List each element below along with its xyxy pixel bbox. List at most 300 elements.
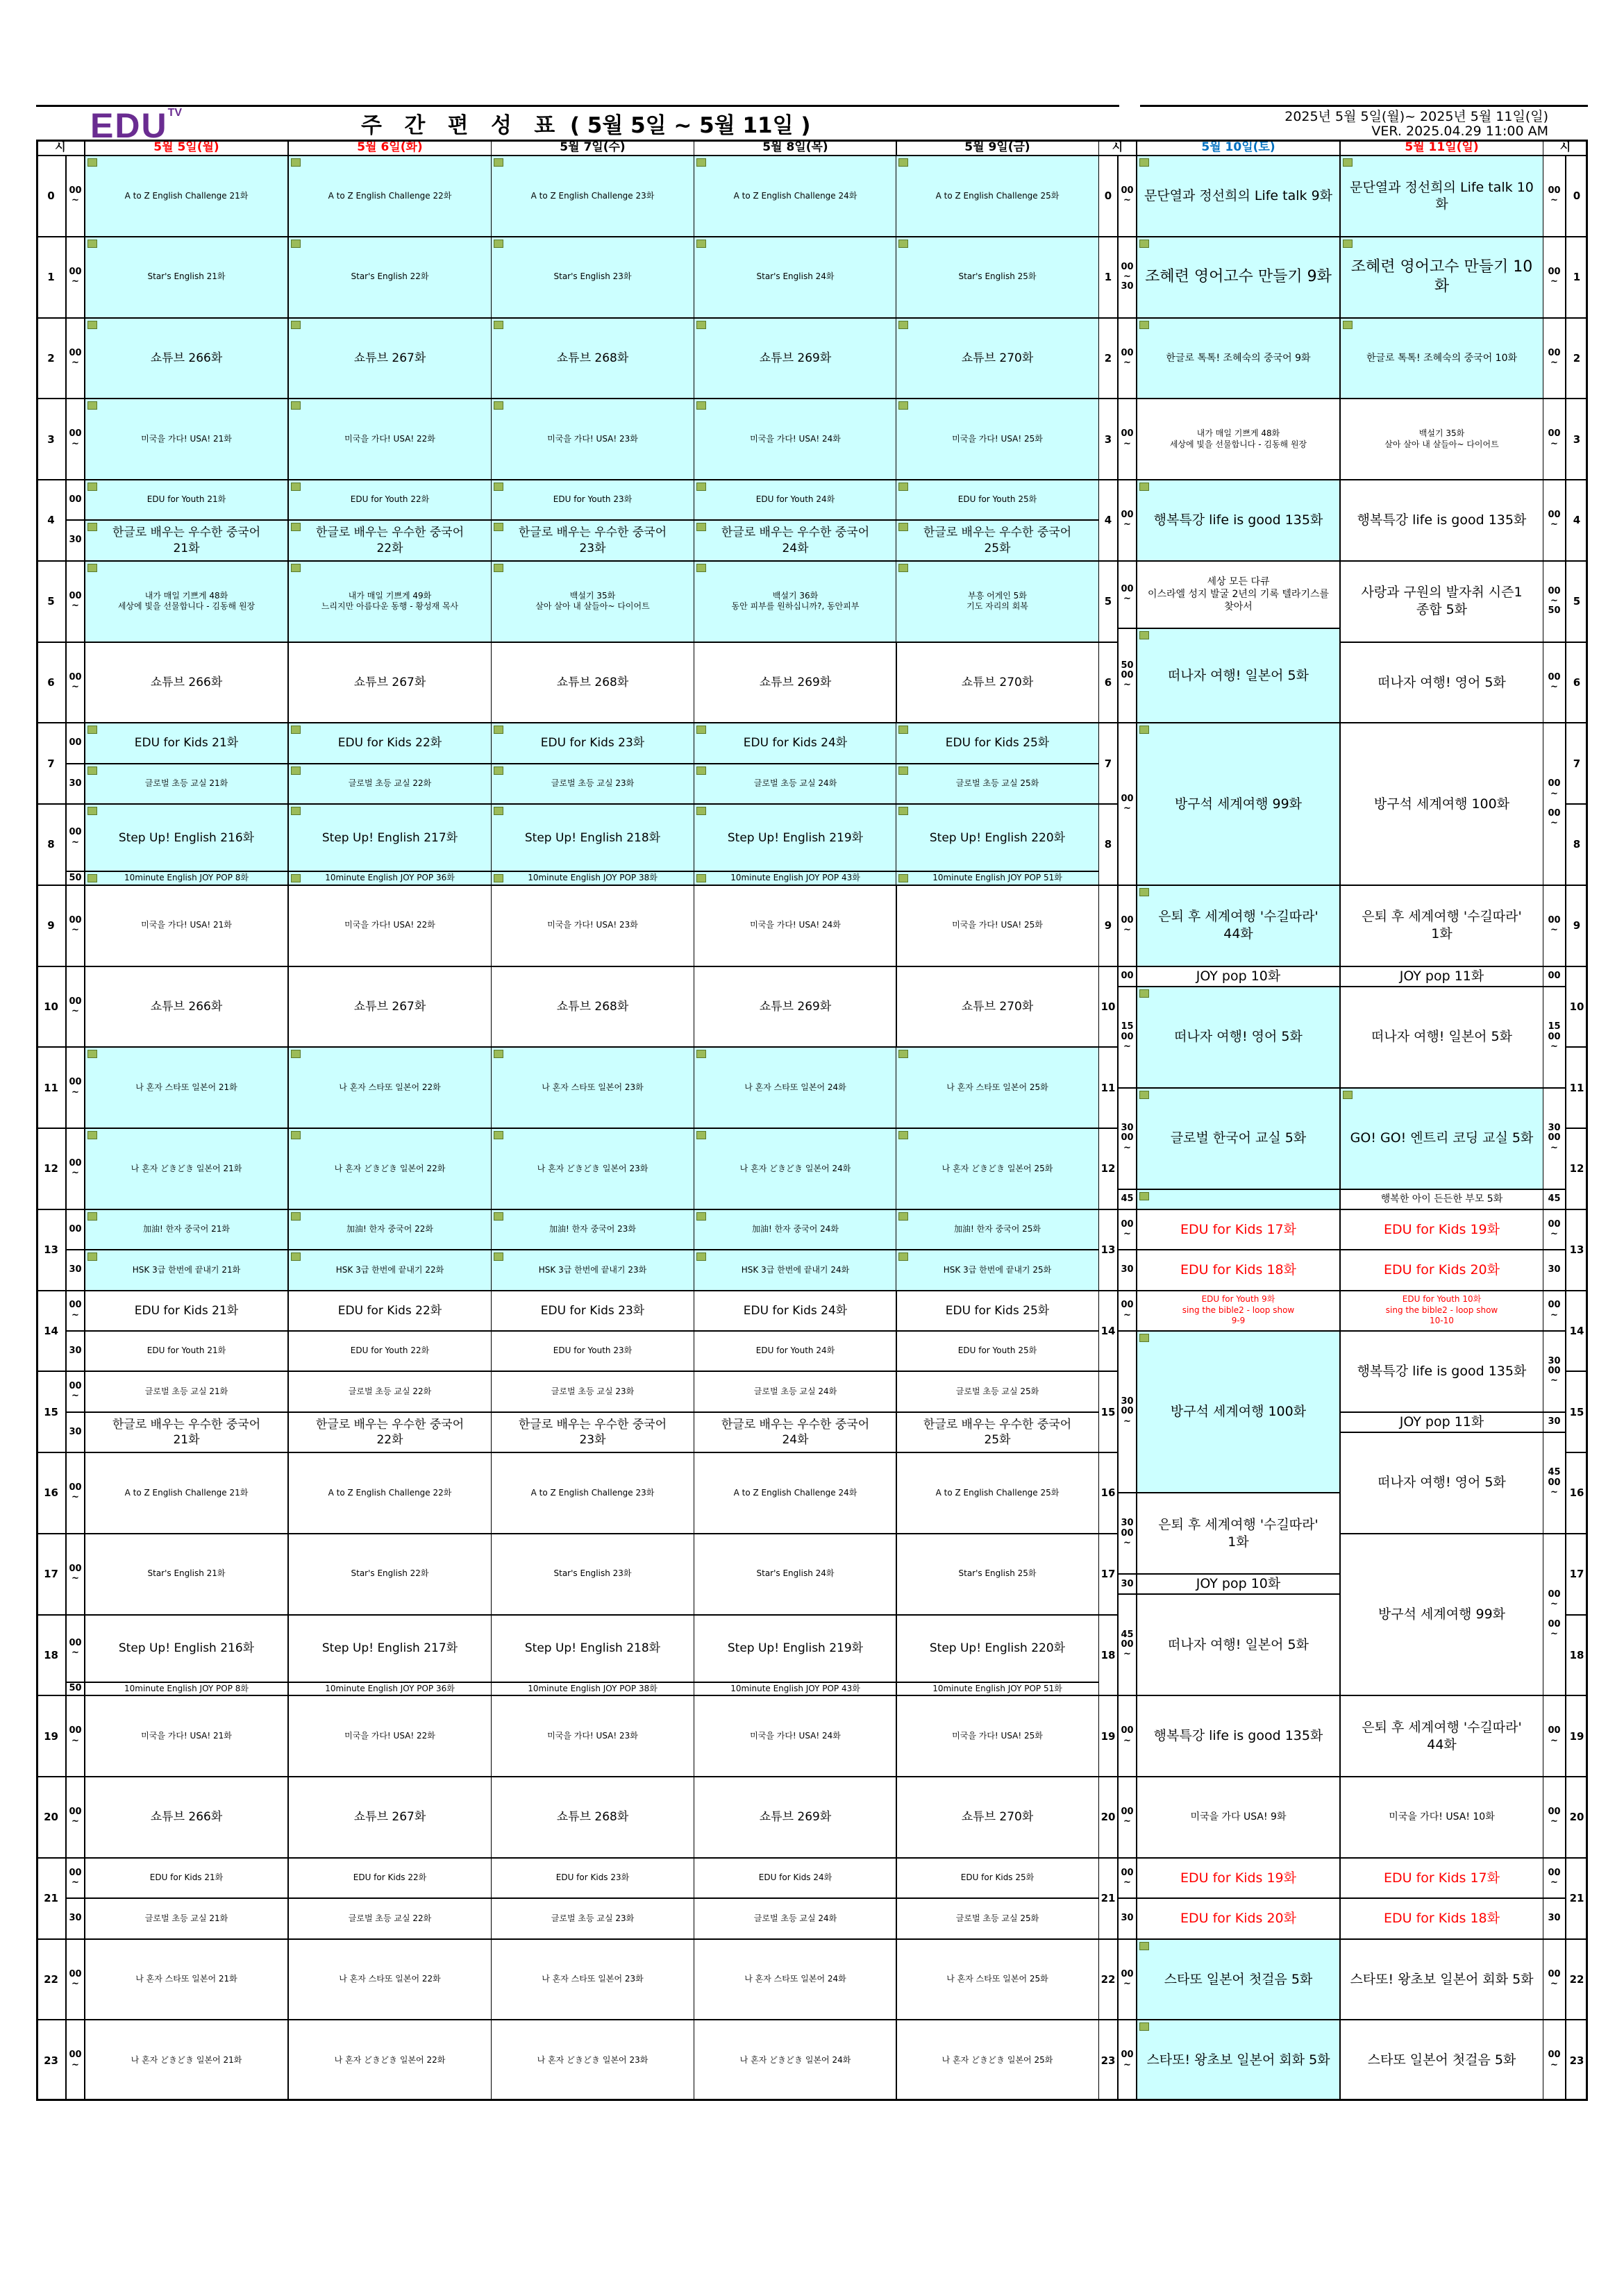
program-cell: HSK 3급 한번에 끝내기 23화: [491, 1250, 694, 1290]
program-cell: 쇼튜브 266화: [85, 318, 288, 399]
minute-label: 00 ~: [66, 1858, 85, 1898]
program-cell: 부흥 어게인 5화 기도 자리의 회복: [896, 561, 1099, 642]
hour-label: 11: [1098, 1047, 1118, 1128]
minute-label: 00 ~: [66, 1939, 85, 2020]
hour-label: 15: [36, 1371, 66, 1452]
hour-label: 3: [1098, 399, 1118, 480]
hour-label: 18: [36, 1615, 66, 1696]
program-cell: Star's English 24화: [694, 237, 897, 318]
minute-label: 00 ~: [1118, 561, 1137, 628]
program-cell: 미국을 가다! USA! 25화: [896, 885, 1099, 966]
minute-label: 00 ~: [1118, 399, 1137, 480]
program-cell: 나 혼자 스타또 일본어 25화: [896, 1939, 1099, 2020]
minute-label: 00 ~: [1543, 1939, 1566, 2020]
program-cell: EDU for Kids 25화: [896, 1291, 1099, 1331]
minute-label: 30: [66, 1250, 85, 1290]
program-cell: EDU for Youth 23화: [491, 480, 694, 520]
minute-label: 00 ~: [1118, 1939, 1137, 2020]
program-cell: EDU for Kids 24화: [694, 1858, 897, 1898]
hour-label: 1: [1098, 237, 1118, 318]
hour-label: 3: [1566, 399, 1588, 480]
program-cell: 미국을 가다! USA! 25화: [896, 1695, 1099, 1777]
program-cell: 미국을 가다 USA! 9화: [1137, 1777, 1340, 1858]
program-cell: EDU for Youth 23화: [491, 1331, 694, 1371]
hour-label: 17: [1566, 1534, 1588, 1615]
minute-label: 30: [66, 1898, 85, 1938]
program-cell: 백설기 36화 동안 피부를 원하십니까?, 동안피부: [694, 561, 897, 642]
program-cell: 미국을 가다! USA! 21화: [85, 885, 288, 966]
program-cell: 방구석 세계여행 99화: [1340, 1534, 1543, 1696]
logo: [90, 106, 182, 144]
hour-label: 14: [1098, 1291, 1118, 1372]
program-cell: 행복특강 life is good 135화: [1137, 1695, 1340, 1777]
program-cell: 떠나자 여행! 일본어 5화: [1137, 628, 1340, 723]
program-cell: 스타또! 왕초보 일본어 회화 5화: [1137, 2020, 1340, 2101]
program-cell: EDU for Youth 22화: [288, 1331, 492, 1371]
hour-label: 9: [36, 885, 66, 966]
program-cell: 세상 모든 다큐 이스라엘 성지 발굴 2년의 기록 텔라기스를 찾아서: [1137, 561, 1340, 628]
hour-label: 8: [1566, 804, 1588, 885]
program-cell: EDU for Youth 24화: [694, 480, 897, 520]
hour-label: 4: [1566, 480, 1588, 561]
minute-label: 00: [66, 480, 85, 520]
hour-label: 16: [1098, 1452, 1118, 1534]
program-cell: EDU for Kids 24화: [694, 1291, 897, 1331]
program-cell: 미국을 가다! USA! 23화: [491, 1695, 694, 1777]
hour-label: 19: [1098, 1695, 1118, 1777]
program-cell: 나 혼자 どきどき 일본어 23화: [491, 1128, 694, 1209]
minute-label: 00 ~: [66, 804, 85, 871]
program-cell: 떠나자 여행! 일본어 5화: [1137, 1594, 1340, 1695]
program-cell: 한글로 배우는 우수한 중국어 25화: [896, 1412, 1099, 1452]
minute-label: 00 ~ 00 ~: [1543, 723, 1566, 885]
hour-label: 6: [1098, 642, 1118, 723]
hour-label: 7: [36, 723, 66, 804]
hour-label: 18: [1566, 1615, 1588, 1696]
minute-label: 00 ~: [1543, 1209, 1566, 1250]
program-cell: Star's English 24화: [694, 1534, 897, 1615]
hour-label: 19: [1566, 1695, 1588, 1777]
program-cell: 미국을 가다! USA! 24화: [694, 1695, 897, 1777]
minute-label: 00 ~: [1543, 480, 1566, 561]
hour-label: 11: [1566, 1047, 1588, 1128]
program-cell: 나 혼자 どきどき 일본어 25화: [896, 1128, 1099, 1209]
program-cell: 쇼튜브 268화: [491, 318, 694, 399]
program-cell: 加油! 한자 중국어 23화: [491, 1209, 694, 1250]
minute-label: 45: [1543, 1189, 1566, 1209]
program-cell: EDU for Youth 9화 sing the bible2 - loop show 9-9: [1137, 1291, 1340, 1331]
minute-label: 50: [66, 871, 85, 885]
hour-label: 1: [36, 237, 66, 318]
hour-label: 13: [1566, 1209, 1588, 1291]
program-cell: EDU for Kids 25화: [896, 1858, 1099, 1898]
program-cell: 방구석 세계여행 100화: [1137, 1331, 1340, 1493]
minute-label: 00 ~: [1543, 1291, 1566, 1331]
minute-label: 00 ~: [66, 642, 85, 723]
program-cell: Step Up! English 217화: [288, 1615, 492, 1682]
day-header: 5월 6일(화): [288, 140, 492, 156]
logo-text: EDU: [90, 106, 168, 145]
program-cell: A to Z English Challenge 21화: [85, 1452, 288, 1534]
program-cell: 加油! 한자 중국어 22화: [288, 1209, 492, 1250]
minute-label: 00 ~: [66, 1695, 85, 1777]
hour-label: 10: [1566, 966, 1588, 1048]
minute-label: 00 ~: [1118, 1695, 1137, 1777]
program-cell: 글로벌 초등 교실 24화: [694, 1371, 897, 1411]
program-cell: HSK 3급 한번에 끝내기 24화: [694, 1250, 897, 1290]
hour-label: 20: [1566, 1777, 1588, 1858]
hour-label: 21: [1566, 1858, 1588, 1939]
minute-label: 50: [66, 1682, 85, 1695]
hour-label: 21: [36, 1858, 66, 1939]
program-cell: 미국을 가다! USA! 22화: [288, 399, 492, 480]
minute-label: 00 ~: [1543, 1695, 1566, 1777]
minute-label: 00 ~: [1543, 1858, 1566, 1898]
minute-label: 00 ~: [1543, 885, 1566, 966]
program-cell: EDU for Kids 19화: [1137, 1858, 1340, 1898]
program-cell: 미국을 가다! USA! 21화: [85, 399, 288, 480]
hour-label: 10: [1098, 966, 1118, 1048]
minute-label: 15 00 ~: [1543, 987, 1566, 1088]
minute-label: 00 ~: [1118, 1858, 1137, 1898]
program-cell: EDU for Kids 21화: [85, 1291, 288, 1331]
program-cell: A to Z English Challenge 25화: [896, 1452, 1099, 1534]
minute-label: 00 ~: [1118, 885, 1137, 966]
hour-label: 8: [36, 804, 66, 885]
program-cell: EDU for Youth 21화: [85, 480, 288, 520]
minute-label: 00 ~: [66, 1777, 85, 1858]
minute-label: 00 ~: [66, 1534, 85, 1615]
hour-label: 14: [1566, 1291, 1588, 1372]
program-cell: 내가 매일 기쁘게 48화 세상에 빛을 선물합니다 - 김동해 원장: [1137, 399, 1340, 480]
program-cell: 떠나자 여행! 영어 5화: [1340, 1432, 1543, 1534]
minute-label: 00 ~: [66, 2020, 85, 2101]
minute-label: 30: [1543, 1412, 1566, 1432]
minute-label: 45 00 ~: [1543, 1432, 1566, 1534]
version-label: VER. 2025.04.29 11:00 AM: [1371, 124, 1548, 139]
program-cell: 한글로 배우는 우수한 중국어 24화: [694, 1412, 897, 1452]
hour-label: 0: [36, 156, 66, 237]
program-cell: 은퇴 후 세계여행 '수길따라' 1화: [1340, 885, 1543, 966]
program-cell: 10minute English JOY POP 36화: [288, 1682, 492, 1695]
hour-col-header: 시: [1543, 140, 1588, 156]
minute-label: 30: [66, 520, 85, 560]
program-cell: 나 혼자 どきどき 일본어 23화: [491, 2020, 694, 2101]
hour-label: 22: [1566, 1939, 1588, 2020]
program-cell: 행복한 아이 든든한 부모 5화: [1340, 1189, 1543, 1209]
program-cell: 쇼튜브 270화: [896, 318, 1099, 399]
minute-label: 00 ~: [66, 1452, 85, 1534]
program-cell: 加油! 한자 중국어 21화: [85, 1209, 288, 1250]
program-cell: 나 혼자 스타또 일본어 24화: [694, 1047, 897, 1128]
hour-label: 6: [36, 642, 66, 723]
program-cell: EDU for Youth 24화: [694, 1331, 897, 1371]
minute-label: 00 ~ 30: [1118, 237, 1137, 318]
program-cell: 문단열과 정선희의 Life talk 10화: [1340, 156, 1543, 237]
minute-label: 00 ~: [1118, 2020, 1137, 2101]
program-cell: 10minute English JOY POP 43화: [694, 1682, 897, 1695]
program-cell: 쇼튜브 270화: [896, 1777, 1099, 1858]
program-cell: 나 혼자 どきどき 일본어 21화: [85, 2020, 288, 2101]
hour-label: 13: [1098, 1209, 1118, 1291]
program-cell: Step Up! English 219화: [694, 804, 897, 871]
minute-label: 00 ~: [1118, 318, 1137, 399]
minute-label: 30: [1543, 1898, 1566, 1938]
program-cell: 미국을 가다! USA! 22화: [288, 1695, 492, 1777]
minute-label: 00 ~: [1543, 1777, 1566, 1858]
program-cell: 한글로 배우는 우수한 중국어 23화: [491, 520, 694, 560]
minute-label: 00 ~: [66, 1128, 85, 1209]
program-cell: EDU for Kids 23화: [491, 723, 694, 763]
minute-label: 00 ~: [1118, 480, 1137, 561]
hour-label: 21: [1098, 1858, 1118, 1939]
program-cell: 글로벌 초등 교실 24화: [694, 1898, 897, 1938]
minute-label: 00 ~: [1118, 1209, 1137, 1250]
hour-label: 2: [1098, 318, 1118, 399]
hour-label: 5: [1566, 561, 1588, 642]
program-cell: 글로벌 초등 교실 21화: [85, 1898, 288, 1938]
hour-label: 11: [36, 1047, 66, 1128]
program-cell: EDU for Kids 19화: [1340, 1209, 1543, 1250]
minute-label: 00 ~: [1543, 156, 1566, 237]
minute-label: 00 ~: [66, 318, 85, 399]
program-cell: 10minute English JOY POP 38화: [491, 1682, 694, 1695]
hour-label: 2: [1566, 318, 1588, 399]
program-cell: 쇼튜브 270화: [896, 966, 1099, 1048]
minute-label: 30: [66, 764, 85, 804]
program-cell: EDU for Kids 18화: [1137, 1250, 1340, 1290]
hour-label: 15: [1098, 1371, 1118, 1452]
program-cell: Star's English 25화: [896, 1534, 1099, 1615]
minute-label: 00: [1543, 966, 1566, 987]
program-cell: 쇼튜브 269화: [694, 642, 897, 723]
hour-col-header: 시: [36, 140, 85, 156]
hour-label: 13: [36, 1209, 66, 1291]
hour-label: 19: [36, 1695, 66, 1777]
program-cell: EDU for Youth 22화: [288, 480, 492, 520]
minute-label: 30: [1118, 1574, 1137, 1594]
program-cell: 나 혼자 どきどき 일본어 25화: [896, 2020, 1099, 2101]
program-cell: A to Z English Challenge 24화: [694, 156, 897, 237]
minute-label: 45: [1118, 1189, 1137, 1209]
hour-label: 10: [36, 966, 66, 1048]
hour-label: 12: [1098, 1128, 1118, 1209]
program-cell: 떠나자 여행! 영어 5화: [1137, 987, 1340, 1088]
program-cell: 10minute English JOY POP 8화: [85, 871, 288, 885]
program-cell: 백설기 35화 살아 살아 내 살들아~ 다이어트: [1340, 399, 1543, 480]
minute-label: 00 ~: [66, 399, 85, 480]
program-cell: 한글로 배우는 우수한 중국어 21화: [85, 1412, 288, 1452]
program-cell: 내가 매일 기쁘게 49화 느리지만 아름다운 동행 - 황성재 목사: [288, 561, 492, 642]
program-cell: 한글로 배우는 우수한 중국어 22화: [288, 520, 492, 560]
program-cell: Step Up! English 218화: [491, 804, 694, 871]
program-cell: A to Z English Challenge 23화: [491, 156, 694, 237]
program-cell: JOY pop 10화: [1137, 1574, 1340, 1594]
program-cell: 은퇴 후 세계여행 '수길따라' 44화: [1340, 1695, 1543, 1777]
program-cell: EDU for Kids 17화: [1340, 1858, 1543, 1898]
program-cell: 행복특강 life is good 135화: [1340, 480, 1543, 561]
hour-label: 23: [36, 2020, 66, 2101]
program-cell: 스타또 일본어 첫걸음 5화: [1137, 1939, 1340, 2020]
minute-label: 30: [1543, 1250, 1566, 1290]
program-cell: Star's English 23화: [491, 237, 694, 318]
program-cell: A to Z English Challenge 25화: [896, 156, 1099, 237]
minute-label: 15 00 ~: [1118, 987, 1137, 1088]
minute-label: 00 ~: [66, 561, 85, 642]
program-cell: 글로벌 초등 교실 24화: [694, 764, 897, 804]
hour-label: 7: [1566, 723, 1588, 804]
program-cell: GO! GO! 엔트리 코딩 교실 5화: [1340, 1088, 1543, 1189]
program-cell: HSK 3급 한번에 끝내기 22화: [288, 1250, 492, 1290]
program-cell: EDU for Kids 23화: [491, 1291, 694, 1331]
program-cell: HSK 3급 한번에 끝내기 25화: [896, 1250, 1099, 1290]
program-cell: 백설기 35화 살아 살아 내 살들아~ 다이어트: [491, 561, 694, 642]
program-cell: 나 혼자 どきどき 일본어 22화: [288, 1128, 492, 1209]
program-cell: 加油! 한자 중국어 25화: [896, 1209, 1099, 1250]
program-cell: 쇼튜브 266화: [85, 642, 288, 723]
hour-label: 22: [1098, 1939, 1118, 2020]
program-cell: EDU for Kids 22화: [288, 1291, 492, 1331]
hour-label: 18: [1098, 1615, 1118, 1696]
day-header: 5월 10일(토): [1137, 140, 1340, 156]
program-cell: 한글로 배우는 우수한 중국어 21화: [85, 520, 288, 560]
program-cell: Step Up! English 220화: [896, 1615, 1099, 1682]
minute-label: 00: [66, 1209, 85, 1250]
program-cell: 글로벌 초등 교실 25화: [896, 1371, 1099, 1411]
minute-label: 00 ~: [1543, 237, 1566, 318]
page-title: 주 간 편 성 표 ( 5월 5일 ~ 5월 11일 ): [361, 113, 811, 138]
program-cell: EDU for Youth 25화: [896, 480, 1099, 520]
program-cell: EDU for Kids 22화: [288, 1858, 492, 1898]
hour-label: 14: [36, 1291, 66, 1372]
program-cell: 나 혼자 どきどき 일본어 21화: [85, 1128, 288, 1209]
program-cell: 글로벌 초등 교실 22화: [288, 764, 492, 804]
program-cell: JOY pop 11화: [1340, 966, 1543, 987]
program-cell: 쇼튜브 267화: [288, 318, 492, 399]
minute-label: 00 ~: [1543, 399, 1566, 480]
program-cell: 떠나자 여행! 일본어 5화: [1340, 987, 1543, 1088]
minute-label: 00: [1118, 966, 1137, 987]
program-cell: 10minute English JOY POP 51화: [896, 1682, 1099, 1695]
program-cell: EDU for Youth 21화: [85, 1331, 288, 1371]
program-cell: 쇼튜브 266화: [85, 966, 288, 1048]
program-cell: 글로벌 초등 교실 25화: [896, 764, 1099, 804]
hour-label: 17: [36, 1534, 66, 1615]
logo-superscript: TV: [167, 107, 183, 119]
day-header: 5월 5일(월): [85, 140, 288, 156]
program-cell: 나 혼자 스타또 일본어 24화: [694, 1939, 897, 2020]
program-cell: 미국을 가다! USA! 21화: [85, 1695, 288, 1777]
program-cell: EDU for Kids 22화: [288, 723, 492, 763]
program-cell: 쇼튜브 269화: [694, 966, 897, 1048]
program-cell: 쇼튜브 269화: [694, 318, 897, 399]
hour-label: 2: [36, 318, 66, 399]
program-cell: 방구석 세계여행 100화: [1340, 723, 1543, 885]
program-cell: 글로벌 초등 교실 22화: [288, 1371, 492, 1411]
program-cell: Star's English 21화: [85, 1534, 288, 1615]
hour-label: 4: [1098, 480, 1118, 561]
minute-label: 30 00 ~: [1118, 1088, 1137, 1189]
program-cell: 한글로 배우는 우수한 중국어 25화: [896, 520, 1099, 560]
program-cell: A to Z English Challenge 21화: [85, 156, 288, 237]
minute-label: 00 ~ 50: [1543, 561, 1566, 642]
hour-label: 16: [1566, 1452, 1588, 1534]
program-cell: Star's English 22화: [288, 237, 492, 318]
minute-label: 30 00 ~: [1543, 1331, 1566, 1412]
program-cell: 加油! 한자 중국어 24화: [694, 1209, 897, 1250]
program-cell: 글로벌 초등 교실 25화: [896, 1898, 1099, 1938]
program-cell: 쇼튜브 266화: [85, 1777, 288, 1858]
minute-label: 00 ~: [1118, 1777, 1137, 1858]
program-cell: 은퇴 후 세계여행 '수길따라' 44화: [1137, 885, 1340, 966]
program-cell: 떠나자 여행! 영어 5화: [1340, 642, 1543, 723]
hour-label: 20: [36, 1777, 66, 1858]
program-cell: Star's English 25화: [896, 237, 1099, 318]
hour-label: 0: [1098, 156, 1118, 237]
hour-label: 20: [1098, 1777, 1118, 1858]
program-cell: EDU for Kids 21화: [85, 1858, 288, 1898]
hour-label: 15: [1566, 1371, 1588, 1452]
program-cell: 문단열과 정선희의 Life talk 9화: [1137, 156, 1340, 237]
minute-label: 00 ~: [66, 156, 85, 237]
minute-label: 00 ~: [1543, 2020, 1566, 2101]
program-cell: 미국을 가다! USA! 23화: [491, 885, 694, 966]
program-cell: HSK 3급 한번에 끝내기 21화: [85, 1250, 288, 1290]
program-cell: 나 혼자 스타또 일본어 25화: [896, 1047, 1099, 1128]
minute-label: 00 ~: [66, 237, 85, 318]
program-cell: 글로벌 초등 교실 21화: [85, 1371, 288, 1411]
minute-label: 00 ~: [1118, 1291, 1137, 1331]
hour-label: 12: [1566, 1128, 1588, 1209]
minute-label: 00 ~: [66, 1615, 85, 1682]
hour-label: 16: [36, 1452, 66, 1534]
program-cell: JOY pop 11화: [1340, 1412, 1543, 1432]
minute-label: 00 ~: [1543, 642, 1566, 723]
minute-label: 45 00 ~: [1118, 1594, 1137, 1695]
program-cell: Star's English 22화: [288, 1534, 492, 1615]
program-cell: 한글로 배우는 우수한 중국어 23화: [491, 1412, 694, 1452]
hour-label: 0: [1566, 156, 1588, 237]
program-cell: A to Z English Challenge 24화: [694, 1452, 897, 1534]
program-cell: 쇼튜브 268화: [491, 966, 694, 1048]
program-cell: 글로벌 초등 교실 23화: [491, 1898, 694, 1938]
program-cell: 쇼튜브 267화: [288, 642, 492, 723]
program-cell: Step Up! English 220화: [896, 804, 1099, 871]
day-header: 5월 8일(목): [694, 140, 897, 156]
program-cell: 10minute English JOY POP 8화: [85, 1682, 288, 1695]
program-cell: 10minute English JOY POP 38화: [491, 871, 694, 885]
program-cell: EDU for Kids 24화: [694, 723, 897, 763]
program-cell: 한글로 배우는 우수한 중국어 24화: [694, 520, 897, 560]
program-cell: 나 혼자 스타또 일본어 22화: [288, 1047, 492, 1128]
hour-col-header: 시: [1098, 140, 1137, 156]
program-cell: Step Up! English 217화: [288, 804, 492, 871]
program-cell: 내가 매일 기쁘게 48화 세상에 빛을 선물합니다 - 김동해 원장: [85, 561, 288, 642]
program-cell: 글로벌 초등 교실 23화: [491, 1371, 694, 1411]
program-cell: 나 혼자 どきどき 일본어 24화: [694, 2020, 897, 2101]
header-top-line: [36, 105, 1119, 107]
minute-label: 00: [66, 723, 85, 763]
minute-label: 00 ~: [1118, 156, 1137, 237]
program-cell: 미국을 가다! USA! 24화: [694, 399, 897, 480]
program-cell: 사랑과 구원의 발자취 시즌1 종합 5화: [1340, 561, 1543, 642]
program-cell: 조혜련 영어고수 만들기 9화: [1137, 237, 1340, 318]
hour-label: 5: [1098, 561, 1118, 642]
date-range: 2025년 5월 5일(월)~ 2025년 5월 11일(일): [1284, 109, 1548, 124]
minute-label: 00 ~: [1118, 723, 1137, 885]
program-cell: EDU for Youth 10화 sing the bible2 - loop show 10-10: [1340, 1291, 1543, 1331]
minute-label: 30 00 ~: [1118, 1331, 1137, 1493]
